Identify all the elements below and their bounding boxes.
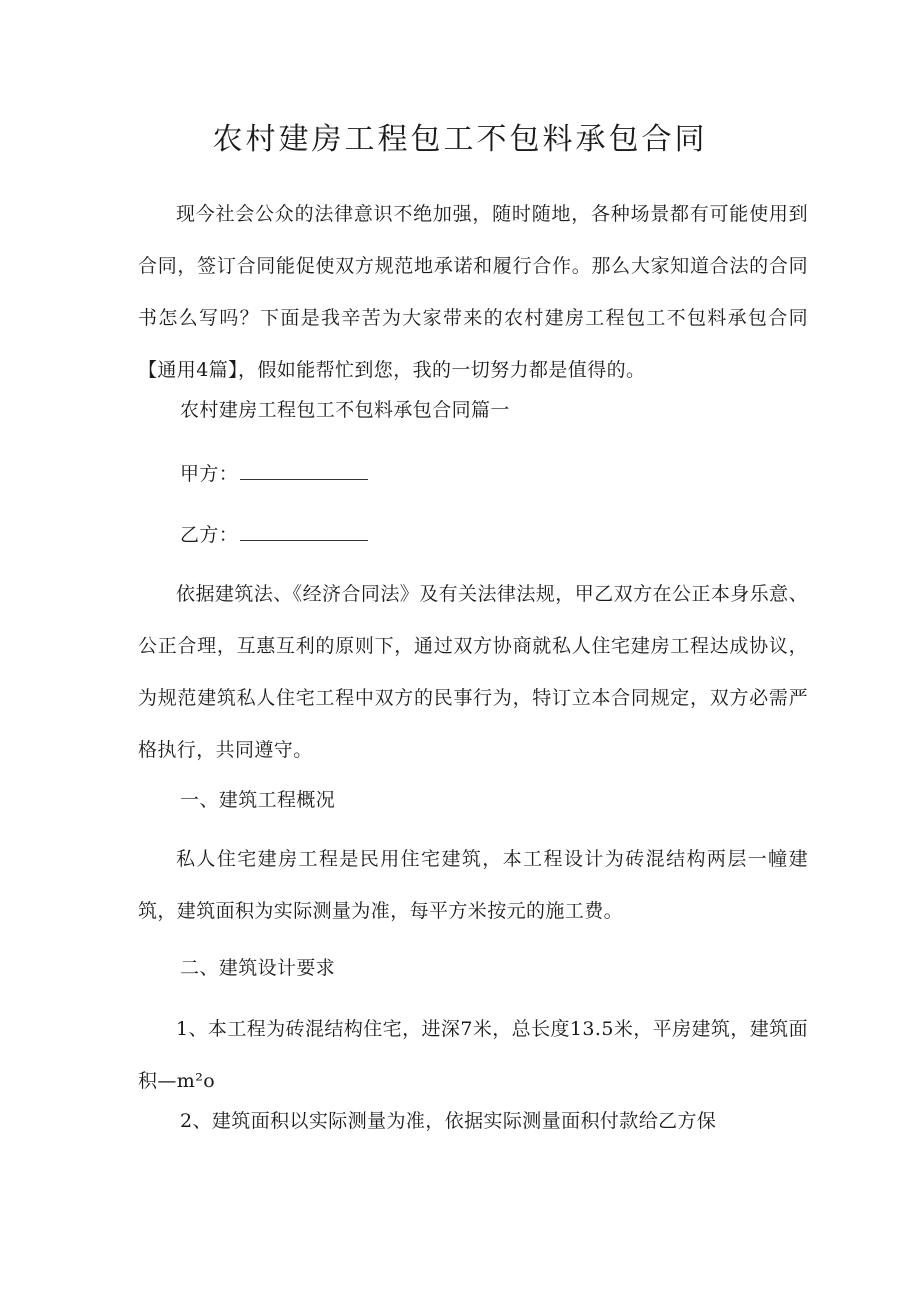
document-title: 农村建房工程包工不包料承包合同 [212,122,708,157]
item-2: 2、建筑面积以实际测量为准，依据实际测量面积付款给乙方保 [180,1110,717,1132]
preamble-paragraph: 依据建筑法、《经济合同法》及有关法律法规，甲乙双方在公正本身乐意、公正合理，互惠互利的原则下，通过双方协商就私人住宅建房工程达成协议，为规范建筑私人住宅工程中双方的民事行为，特订立本合同规定，双方必需严格执行，共同遵守。 [138,583,808,761]
paragraph-1: 私人住宅建房工程是民用住宅建筑，本工程设计为砖混结构两层一幢建筑，建筑面积为实际测量为准，每平方米按元的施工费。 [138,848,808,922]
section-heading: 农村建房工程包工不包料承包合同篇一 [180,399,510,421]
party-a-blank [240,461,368,480]
party-a-label: 甲方： [180,463,239,485]
heading-2: 二、建筑设计要求 [180,957,336,979]
intro-paragraph: 现今社会公众的法律意识不绝加强，随时随地，各种场景都有可能使用到合同，签订合同能促使双方规范地承诺和履行合作。那么大家知道合法的合同书怎么写吗？下面是我辛苦为大家带来的农村建房工程包工不包料承包合同【通用4篇】，假如能帮忙到您，我的一切努力都是值得的。 [138,203,808,381]
party-b-blank [240,522,368,541]
party-b-label: 乙方： [180,524,239,546]
party-a-line [180,459,368,489]
heading-1: 一、建筑工程概况 [180,789,336,811]
party-b-line [180,520,368,550]
item-1: 1、本工程为砖混结构住宅，进深7米，总长度13.5米，平房建筑，建筑面积—m²o [138,1018,808,1092]
